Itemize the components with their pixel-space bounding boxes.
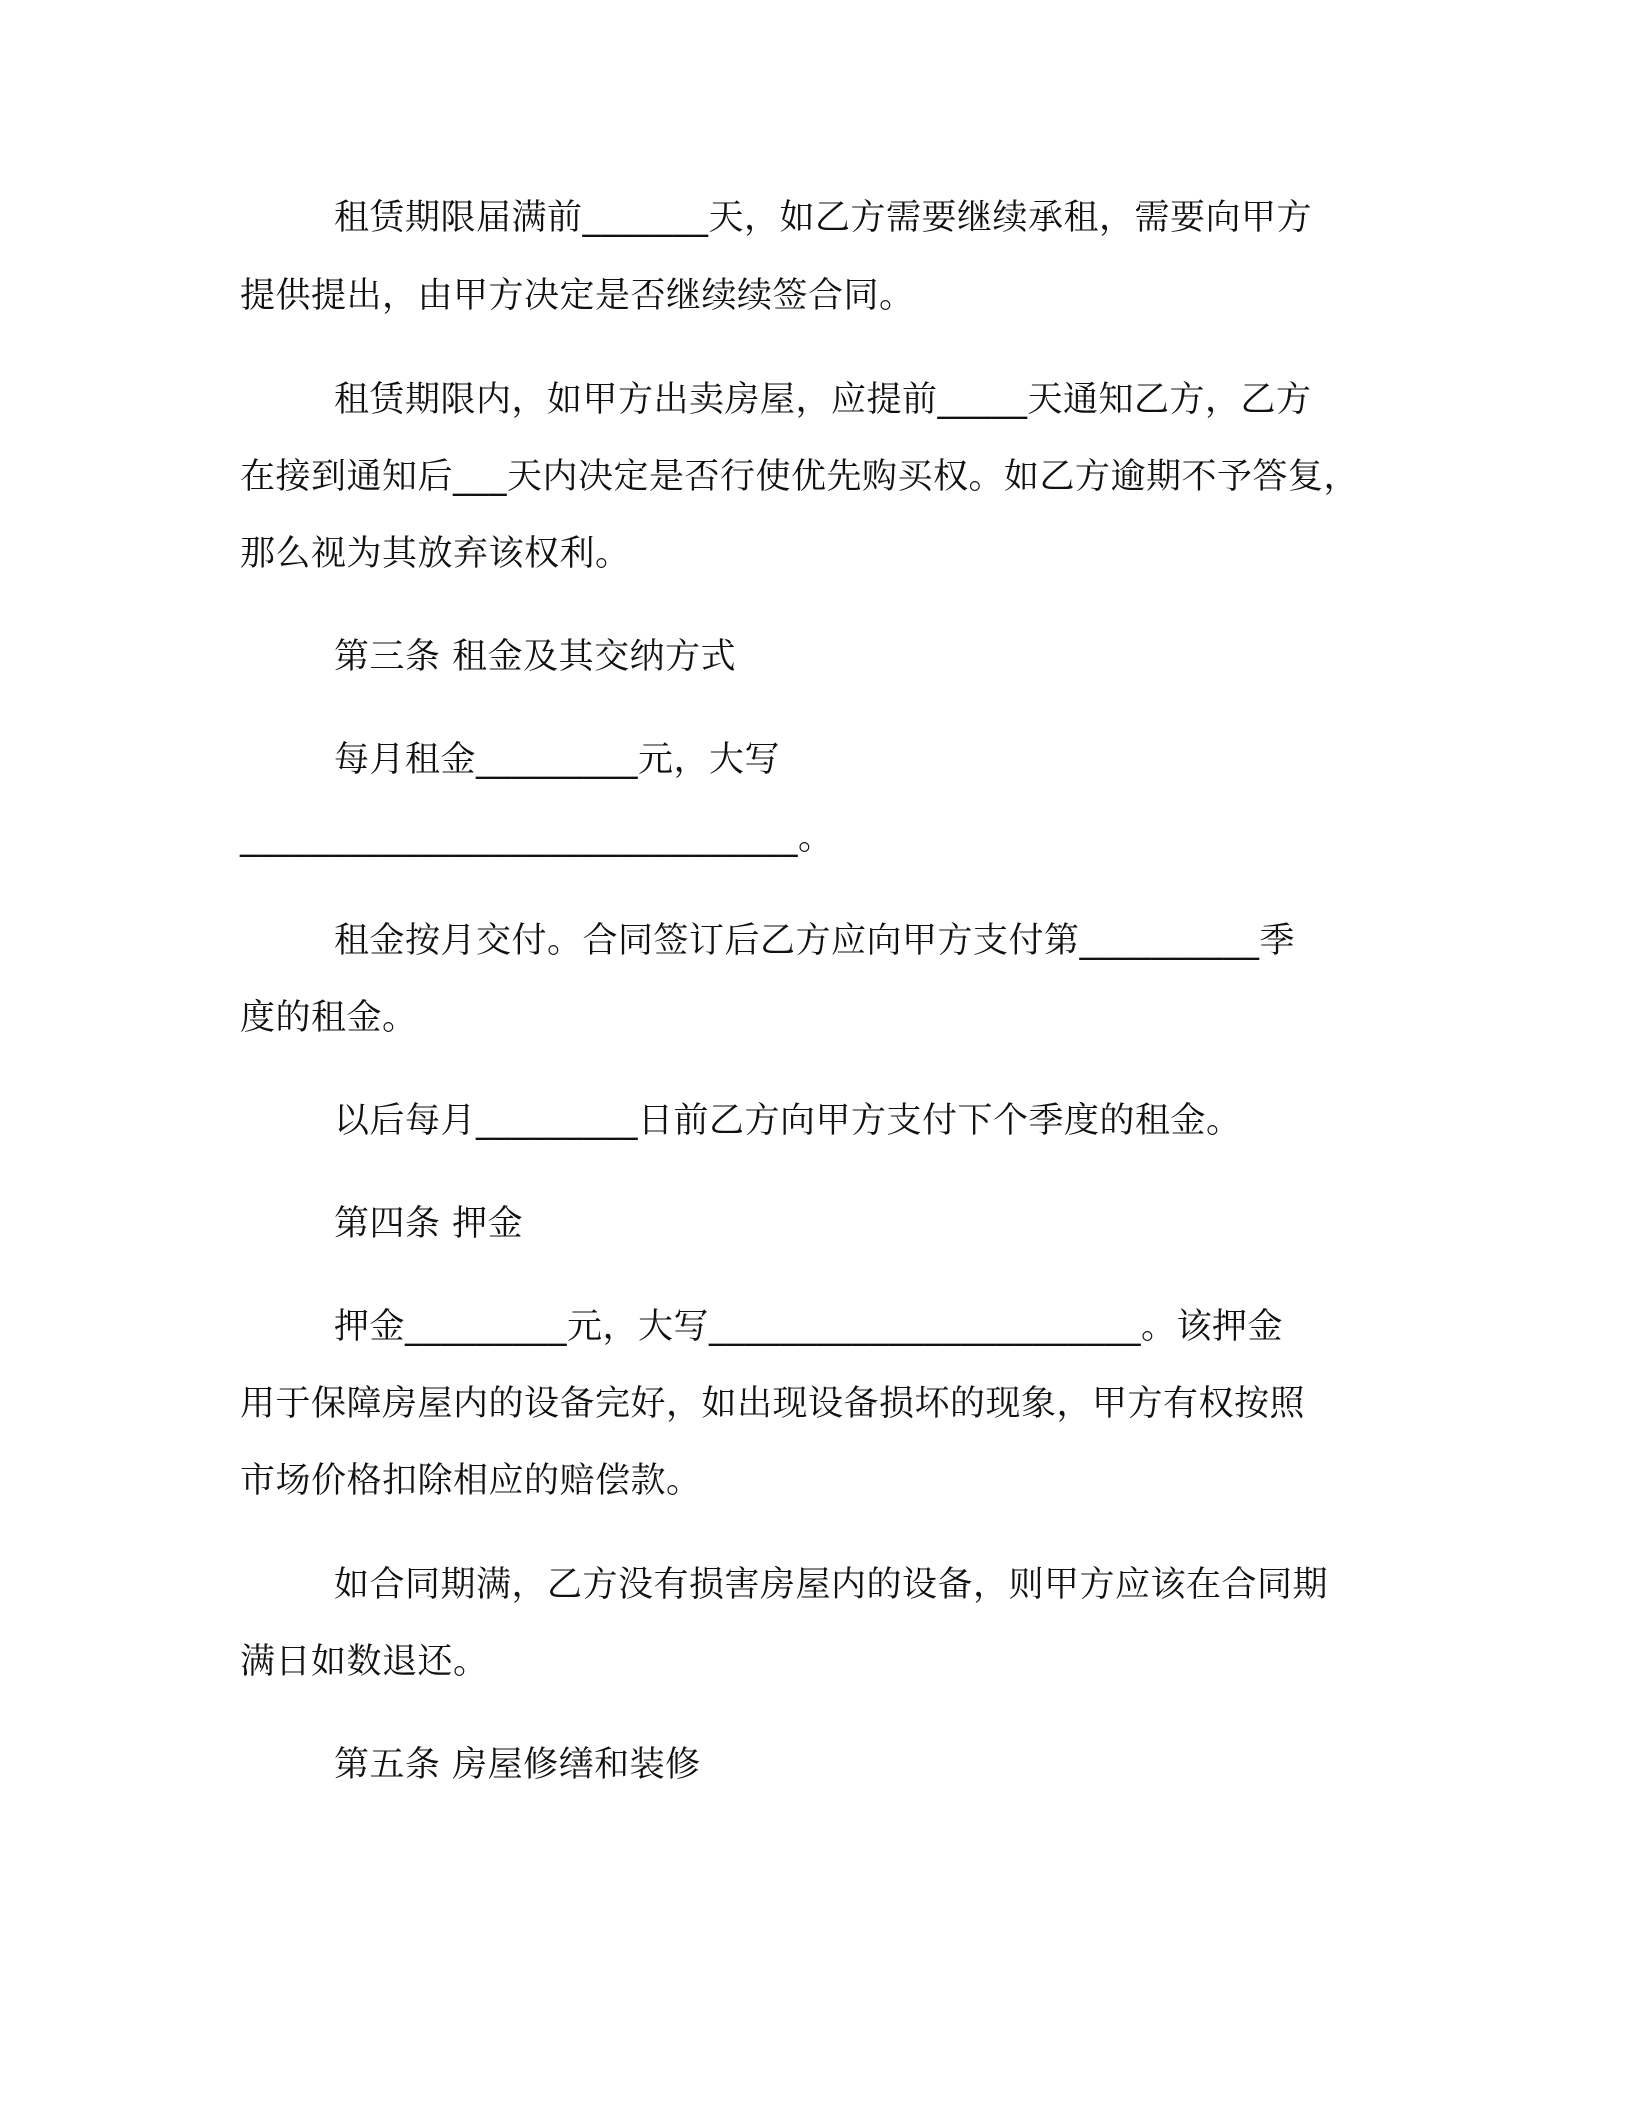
- paragraph-sale-line-2: 在接到通知后___天内决定是否行使优先购买权。如乙方逾期不予答复，: [240, 457, 1360, 497]
- paragraph-rent-line-1: 每月租金_________元，大写: [334, 740, 781, 780]
- paragraph-renewal-line-2: 提供提出，由甲方决定是否继续续签合同。: [240, 276, 915, 316]
- section-heading-article-5: 第五条 房屋修缮和装修: [334, 1745, 701, 1785]
- paragraph-refund-line-2: 满日如数退还。: [240, 1642, 489, 1682]
- paragraph-deposit-line-2: 用于保障房屋内的设备完好，如出现设备损坏的现象，甲方有权按照: [240, 1384, 1306, 1424]
- paragraph-rent-line-2: _______________________________。: [240, 818, 834, 858]
- section-heading-article-3: 第三条 租金及其交纳方式: [334, 637, 737, 677]
- paragraph-refund-line-1: 如合同期满，乙方没有损害房屋内的设备，则甲方应该在合同期: [334, 1565, 1329, 1605]
- paragraph-sale-line-1: 租赁期限内，如甲方出卖房屋，应提前_____天通知乙方，乙方: [334, 380, 1312, 420]
- section-heading-article-4: 第四条 押金: [334, 1204, 524, 1244]
- paragraph-deposit-line-3: 市场价格扣除相应的赔偿款。: [240, 1461, 702, 1501]
- paragraph-sale-line-3: 那么视为其放弃该权利。: [240, 534, 631, 574]
- paragraph-payment-line-1: 租金按月交付。合同签订后乙方应向甲方支付第__________季: [334, 921, 1296, 961]
- paragraph-payment-line-2: 度的租金。: [240, 998, 418, 1038]
- paragraph-renewal-line-1: 租赁期限届满前_______天，如乙方需要继续承租，需要向甲方: [334, 198, 1313, 238]
- paragraph-monthly-payment: 以后每月_________日前乙方向甲方支付下个季度的租金。: [334, 1101, 1242, 1141]
- paragraph-deposit-line-1: 押金_________元，大写________________________。该押金: [334, 1307, 1284, 1347]
